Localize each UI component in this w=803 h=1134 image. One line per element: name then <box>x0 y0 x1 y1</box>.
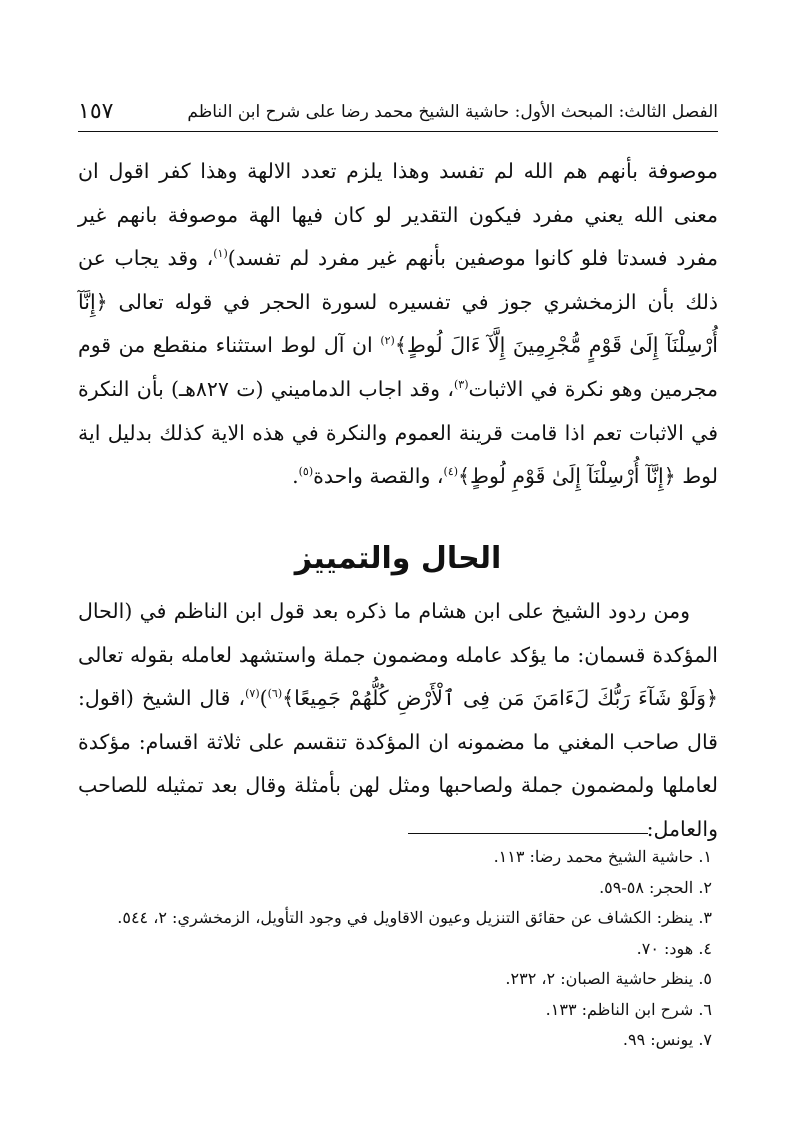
footnote-7: ٧. يونس: ٩٩. <box>622 1030 712 1049</box>
text-run: ومن ردود الشيخ على ابن هشام ما ذكره بعد قول ابن الناظم في (الحال المؤكدة قسمان: ما يؤكد عامله ومضمون جملة واستشهد لعامله بقوله تعالى <box>78 599 718 667</box>
footnote-6: ٦. شرح ابن الناظم: ١٣٣. <box>545 999 712 1019</box>
text-run: . <box>292 464 299 489</box>
header-title: الفصل الثالث: المبحث الأول: حاشية الشيخ محمد رضا على شرح ابن الناظم <box>187 102 718 122</box>
quran-verse: ﴿إِنَّآ أُرْسِلْنَآ إِلَىٰ قَوْمٍ مُّجْرِمِينَ إِلَّآ ءَالَ لُوطٍ﴾ <box>78 289 719 358</box>
text-run: ، قال الشيخ (اقول: قال صاحب المغني ما مضمونه ان المؤكدة تنقسم على ثلاثة اقسام: مؤكدة لعاملها ولمضمون جملة ولصاحبها ومثل لهن بأمثلة وقال بعد تمثيله للصاحب والعامل: <box>78 686 718 841</box>
running-header <box>78 86 718 126</box>
footnote-ref-6[interactable]: (٦) <box>267 687 283 701</box>
footnote-ref-5[interactable]: (٥) <box>298 465 314 479</box>
paragraph-2-text <box>78 590 718 852</box>
text-run: ، والقصة واحدة <box>313 464 444 489</box>
text-run: ) <box>259 686 268 711</box>
footnote-ref-2[interactable]: (٢) <box>380 334 395 348</box>
text-run: ، وقد اجاب الدماميني (ت ٨٢٧هـ) بأن النكرة في الاثبات تعم اذا قامت قرينة العموم والنكرة في هذه الاية كذلك بدليل اية لوط <box>78 376 718 489</box>
footnote-ref-1[interactable]: (١) <box>213 247 228 261</box>
footnote-separator <box>408 833 648 834</box>
header-rule <box>78 131 718 132</box>
footnote-ref-7[interactable]: (٧) <box>245 687 260 701</box>
footnotes-list <box>78 842 718 1056</box>
text-run: ان آل لوط استثناء منقطع من قوم مجرمين وهو نكرة في الاثبات <box>78 333 718 401</box>
footnote-4: ٤. هود: ٧٠. <box>636 938 712 958</box>
footnote-ref-3[interactable]: (٣) <box>453 378 469 392</box>
text-run: موصوفة بأنهم هم الله لم تفسد وهذا يلزم تعدد الالهة وهذا كفر اقول ان معنى الله يعني مفرد فيكون التقدير لو كان فيها الهة موصوفة بانهم غير مفرد فسدتا فلو كانوا موصفين بأنهم غير مفرد لم تفسد) <box>78 159 718 271</box>
section-heading: الحال والتمييز <box>294 541 502 576</box>
footnote-ref-4[interactable]: (٤) <box>443 465 459 479</box>
text-run: ، وقد يجاب عن ذلك بأن الزمخشري جوز في تفسيره لسورة الحجر في قوله تعالى <box>78 246 718 314</box>
page-number: ١٥٧ <box>78 99 114 124</box>
paragraph-2 <box>78 590 718 852</box>
footnote-3: ٣. ينظر: الكشاف عن حقائق التنزيل وعيون الاقاويل في وجود التأويل، الزمخشري: ٢، ٥٤٤. <box>117 908 712 927</box>
paragraph-1 <box>78 150 718 499</box>
paragraph-1-text <box>78 150 718 499</box>
footnote-1: ١. حاشية الشيخ محمد رضا: ١١٣. <box>493 847 712 866</box>
quran-verse: ﴿وَلَوْ شَآءَ رَبُّكَ لَءَامَنَ مَن فِى ٱلْأَرْضِ كُلُّهُمْ جَمِيعًا﴾ <box>282 686 718 711</box>
quran-verse: ﴿إِنَّآ أُرْسِلْنَآ إِلَىٰ قَوْمِ لُوطٍ﴾ <box>458 464 676 489</box>
footnote-5: ٥. ينظر حاشية الصبان: ٢، ٢٣٢. <box>505 969 712 988</box>
footnote-2: ٢. الحجر: ٥٨-٥٩. <box>599 877 712 897</box>
